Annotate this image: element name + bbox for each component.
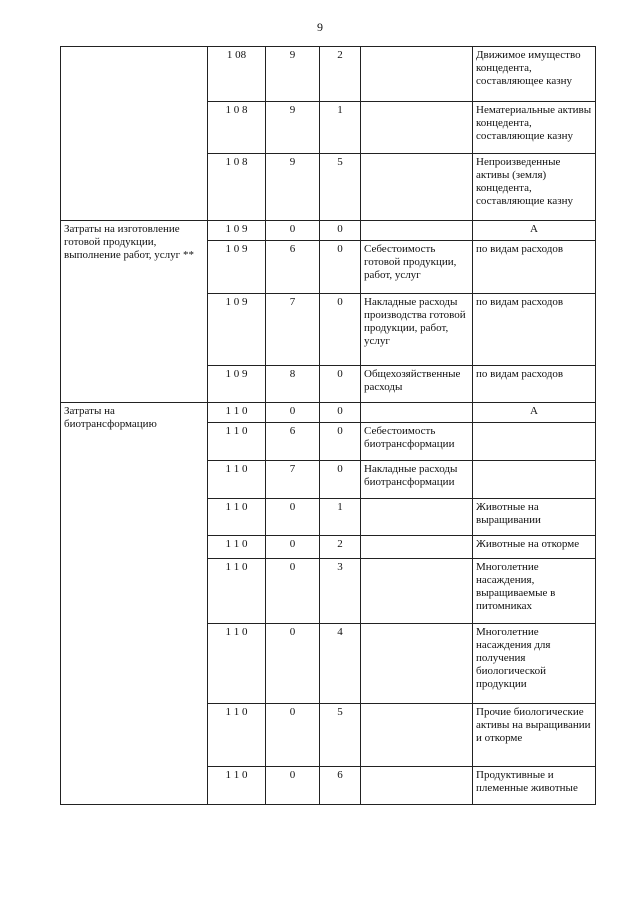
account-name-cell: Накладные расходы производства готовой продукции, работ, услуг [361,294,473,366]
analytic-code-cell: 6 [266,241,320,294]
sub-code-cell: 0 [320,366,361,403]
analytic-code-cell: 9 [266,154,320,221]
analytic-code-cell: 0 [266,559,320,624]
table-row [61,403,596,423]
sub-code-cell: 2 [320,47,361,102]
account-name-cell [361,403,473,423]
sub-code-cell: 0 [320,461,361,499]
account-code-cell: 1 1 0 [208,423,266,461]
sub-code-cell: 0 [320,221,361,241]
account-name-cell: Себестоимость биотрансформации [361,423,473,461]
account-name-cell [361,221,473,241]
account-name-cell: Общехозяйственные расходы [361,366,473,403]
analytics-cell: по видам расходов [473,241,596,294]
analytics-cell: Прочие биологические активы на выращивании и откорме [473,704,596,767]
analytic-code-cell: 8 [266,366,320,403]
account-name-cell [361,704,473,767]
analytics-cell: Многолетние насаждения для получения биологической продукции [473,624,596,704]
account-code-cell: 1 1 0 [208,461,266,499]
table-row [61,47,596,102]
analytic-code-cell: 7 [266,294,320,366]
analytic-code-cell: 0 [266,704,320,767]
analytic-code-cell: 0 [266,624,320,704]
analytics-cell: Продуктивные и племенные животные [473,767,596,805]
analytic-code-cell: 6 [266,423,320,461]
account-code-cell: 1 1 0 [208,559,266,624]
account-name-cell: Себестоимость готовой продукции, работ, услуг [361,241,473,294]
sub-code-cell: 2 [320,536,361,559]
sub-code-cell: 0 [320,294,361,366]
account-name-cell [361,154,473,221]
accounts-table [60,46,596,805]
account-code-cell: 1 0 9 [208,241,266,294]
page-number: 9 [317,20,323,34]
account-name-cell: Накладные расходы биотрансформации [361,461,473,499]
group-name-cell: Затраты на биотрансформацию [61,403,208,805]
account-code-cell: 1 0 8 [208,102,266,154]
account-name-cell [361,559,473,624]
analytic-code-cell: 0 [266,536,320,559]
analytics-cell: Животные на откорме [473,536,596,559]
analytics-cell [473,461,596,499]
account-code-cell: 1 1 0 [208,536,266,559]
analytics-cell: Многолетние насаждения, выращиваемые в питомниках [473,559,596,624]
account-code-cell: 1 1 0 [208,704,266,767]
analytic-code-cell: 9 [266,102,320,154]
account-code-cell: 1 1 0 [208,767,266,805]
analytics-cell: по видам расходов [473,294,596,366]
analytic-code-cell: 0 [266,403,320,423]
account-code-cell: 1 1 0 [208,499,266,536]
account-code-cell: 1 0 9 [208,366,266,403]
analytics-cell: Движимое имущество концедента, составляющее казну [473,47,596,102]
analytic-code-cell: 0 [266,767,320,805]
account-code-cell: 1 0 9 [208,221,266,241]
analytic-code-cell: 0 [266,221,320,241]
account-name-cell [361,767,473,805]
sub-code-cell: 0 [320,241,361,294]
analytics-cell: Животные на выращивании [473,499,596,536]
account-code-cell: 1 0 9 [208,294,266,366]
sub-code-cell: 3 [320,559,361,624]
account-code-cell: 1 08 [208,47,266,102]
group-name-cell [61,47,208,221]
group-name-cell: Затраты на изготовление готовой продукции, выполнение работ, услуг ** [61,221,208,403]
analytics-cell: Нематериальные активы концедента, составляющие казну [473,102,596,154]
account-code-cell: 1 1 0 [208,403,266,423]
analytics-cell: по видам расходов [473,366,596,403]
account-name-cell [361,536,473,559]
sub-code-cell: 1 [320,499,361,536]
account-name-cell [361,47,473,102]
account-code-cell: 1 0 8 [208,154,266,221]
analytic-code-cell: 9 [266,47,320,102]
analytic-code-cell: 0 [266,499,320,536]
sub-code-cell: 0 [320,403,361,423]
sub-code-cell: 5 [320,154,361,221]
account-code-cell: 1 1 0 [208,624,266,704]
account-name-cell [361,499,473,536]
sub-code-cell: 6 [320,767,361,805]
analytics-cell [473,423,596,461]
analytics-cell: А [473,403,596,423]
sub-code-cell: 5 [320,704,361,767]
analytic-code-cell: 7 [266,461,320,499]
table-row [61,221,596,241]
account-name-cell [361,102,473,154]
sub-code-cell: 4 [320,624,361,704]
analytics-cell: А [473,221,596,241]
sub-code-cell: 0 [320,423,361,461]
analytics-cell: Непроизведенные активы (земля) концедента, составляющие казну [473,154,596,221]
account-name-cell [361,624,473,704]
sub-code-cell: 1 [320,102,361,154]
